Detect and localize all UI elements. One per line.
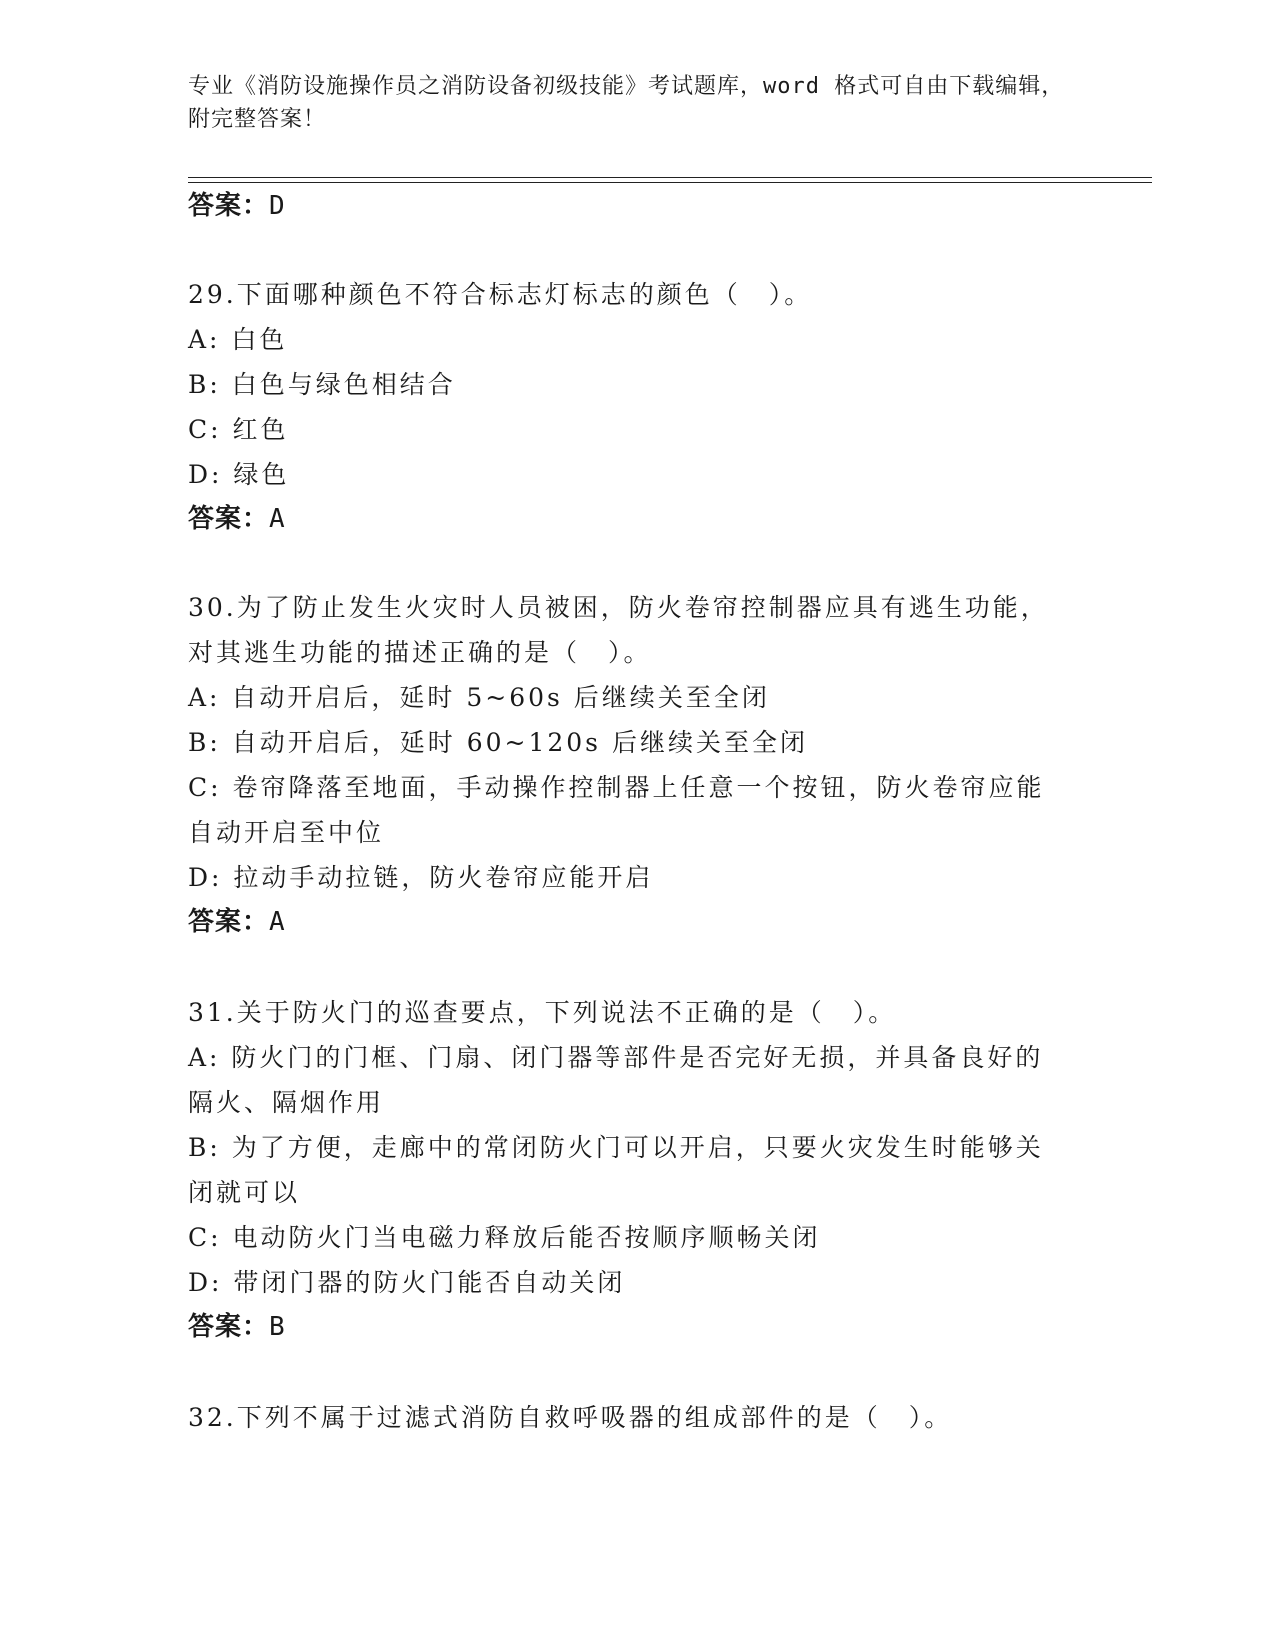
option-c: C: 红色	[188, 415, 289, 444]
question-stem-line-2: 对其逃生功能的描述正确的是（ ）。	[188, 638, 652, 667]
answer-line	[188, 900, 1088, 945]
question-32	[188, 1395, 1088, 1440]
option-a-line-1: A: 防火门的门框、门扇、闭门器等部件是否完好无损，并具备良好的	[188, 1043, 1044, 1072]
answer-label: 答案：	[188, 907, 270, 937]
option-a-line-2: 隔火、隔烟作用	[188, 1088, 385, 1117]
option-c: C: 电动防火门当电磁力释放后能否按顺序顺畅关闭	[188, 1223, 821, 1252]
answer-line	[188, 497, 1088, 542]
document-header: 专业《消防设施操作员之消防设备初级技能》考试题库，word 格式可自由下载编辑，附完整答案！	[188, 74, 1065, 132]
header-divider-bottom	[188, 182, 1152, 183]
answer-value: B	[269, 1312, 286, 1342]
answer-line	[188, 184, 1088, 229]
option-c-line-2: 自动开启至中位	[188, 818, 385, 847]
question-stem: 31.关于防火门的巡查要点，下列说法不正确的是（ ）。	[188, 998, 897, 1027]
option-b-line-2: 闭就可以	[188, 1178, 301, 1207]
option-d: D: 绿色	[188, 460, 290, 489]
question-30	[188, 585, 1088, 945]
answer-label: 答案：	[188, 191, 270, 221]
answer-line	[188, 1305, 1088, 1350]
option-d: D: 带闭门器的防火门能否自动关闭	[188, 1268, 626, 1297]
option-b-line-1: B: 为了方便，走廊中的常闭防火门可以开启，只要火灾发生时能够关	[188, 1133, 1044, 1162]
option-d: D: 拉动手动拉链，防火卷帘应能开启	[188, 863, 654, 892]
option-a: A: 白色	[188, 325, 288, 354]
answer-label: 答案：	[188, 1312, 270, 1342]
option-b: B: 白色与绿色相结合	[188, 370, 456, 399]
answer-value: A	[269, 907, 286, 937]
question-stem-line-1: 30.为了防止发生火灾时人员被困，防火卷帘控制器应具有逃生功能，	[188, 593, 1049, 622]
header-divider-top	[188, 177, 1152, 178]
question-31	[188, 990, 1088, 1350]
answer-label: 答案：	[188, 504, 270, 534]
question-29	[188, 272, 1088, 542]
question-stem: 29.下面哪种颜色不符合标志灯标志的颜色（ ）。	[188, 280, 813, 309]
answer-value: D	[269, 191, 286, 221]
previous-answer	[188, 184, 1088, 229]
answer-value: A	[269, 504, 286, 534]
option-a: A: 自动开启后，延时 5~60s 后继续关至全闭	[188, 683, 770, 712]
question-stem: 32.下列不属于过滤式消防自救呼吸器的组成部件的是（ ）。	[188, 1403, 953, 1432]
option-c-line-1: C: 卷帘降落至地面，手动操作控制器上任意一个按钮，防火卷帘应能	[188, 773, 1045, 802]
option-b: B: 自动开启后，延时 60~120s 后继续关至全闭	[188, 728, 808, 757]
